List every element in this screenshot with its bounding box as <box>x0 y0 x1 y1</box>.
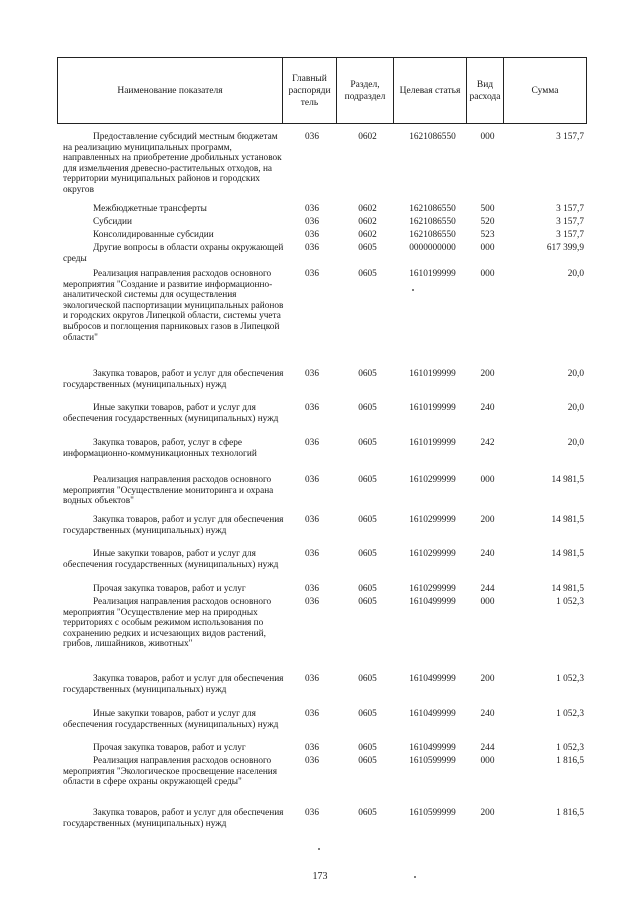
row-razdel: 0605 <box>358 808 377 818</box>
row-sum: 14 981,5 <box>551 475 584 485</box>
row-name: Иные закупки товаров, работ и услуг для обеспечения государственных (муниципальных) нужд <box>63 403 279 424</box>
row-razdel: 0605 <box>358 756 377 766</box>
row-razdel: 0605 <box>358 438 377 448</box>
row-grs: 036 <box>305 475 319 485</box>
row-vr: 200 <box>480 808 495 818</box>
row-razdel: 0605 <box>358 475 377 485</box>
row-cs: 1621086550 <box>409 204 456 214</box>
row-vr: 000 <box>480 597 495 607</box>
row-vr: 242 <box>480 438 495 448</box>
row-razdel: 0605 <box>358 584 377 594</box>
row-grs: 036 <box>305 243 319 253</box>
row-cs: 1610199999 <box>409 369 456 379</box>
row-name: Иные закупки товаров, работ и услуг для обеспечения государственных (муниципальных) нужд <box>63 709 279 730</box>
row-name: Реализация направления расходов основного мероприятия "Осуществление мер на природных территориях с особым режимом использования по сохранению редких и исчезающих видов растений, грибов, лишайников, животных" <box>63 597 272 650</box>
row-vr: 523 <box>480 230 495 240</box>
row-name: Прочая закупка товаров, работ и услуг <box>93 584 246 594</box>
row-name: Прочая закупка товаров, работ и услуг <box>93 743 246 753</box>
row-grs: 036 <box>305 369 319 379</box>
row-sum: 617 399,9 <box>546 243 584 253</box>
row-sum: 3 157,7 <box>556 217 584 227</box>
row-cs: 1610199999 <box>409 438 456 448</box>
row-vr: 000 <box>480 132 495 142</box>
header-razdel: Раздел, подраздел <box>337 58 394 123</box>
row-grs: 036 <box>305 217 319 227</box>
row-vr: 200 <box>480 369 495 379</box>
row-razdel: 0602 <box>358 204 377 214</box>
row-razdel: 0605 <box>358 369 377 379</box>
row-sum: 3 157,7 <box>556 132 584 142</box>
row-vr: 000 <box>480 756 495 766</box>
row-grs: 036 <box>305 204 319 214</box>
row-name: Реализация направления расходов основного мероприятия "Экологическое просвещение населения области в сфере охраны окружающей среды" <box>63 756 278 788</box>
row-sum: 20,0 <box>567 438 584 448</box>
row-cs: 1621086550 <box>409 217 456 227</box>
row-sum: 1 052,3 <box>556 674 584 684</box>
row-cs: 1610299999 <box>409 584 456 594</box>
row-grs: 036 <box>305 132 319 142</box>
row-razdel: 0605 <box>358 549 377 559</box>
row-grs: 036 <box>305 674 319 684</box>
row-cs: 1610299999 <box>409 475 456 485</box>
row-razdel: 0602 <box>358 217 377 227</box>
row-sum: 3 157,7 <box>556 204 584 214</box>
row-name: Межбюджетные трансферты <box>93 204 207 214</box>
row-grs: 036 <box>305 597 319 607</box>
row-razdel: 0602 <box>358 132 377 142</box>
row-grs: 036 <box>305 709 319 719</box>
row-vr: 500 <box>480 204 495 214</box>
row-cs: 1610199999 <box>409 403 456 413</box>
row-razdel: 0605 <box>358 243 377 253</box>
row-cs: 1610499999 <box>409 674 456 684</box>
row-sum: 14 981,5 <box>551 584 584 594</box>
row-cs: 0000000000 <box>409 243 456 253</box>
scan-speck <box>414 876 416 878</box>
row-vr: 000 <box>480 269 495 279</box>
row-sum: 1 052,3 <box>556 709 584 719</box>
row-grs: 036 <box>305 808 319 818</box>
row-sum: 1 052,3 <box>556 597 584 607</box>
row-vr: 240 <box>480 403 495 413</box>
row-cs: 1610599999 <box>409 808 456 818</box>
row-vr: 240 <box>480 709 495 719</box>
row-grs: 036 <box>305 269 319 279</box>
row-sum: 1 816,5 <box>556 808 584 818</box>
header-grs: Главный распоряди тель <box>283 58 337 123</box>
row-razdel: 0605 <box>358 597 377 607</box>
row-sum: 1 816,5 <box>556 756 584 766</box>
row-name: Другие вопросы в области охраны окружающей среды <box>63 243 284 264</box>
header-sum: Сумма <box>531 85 559 96</box>
row-vr: 200 <box>480 515 495 525</box>
row-razdel: 0605 <box>358 674 377 684</box>
row-razdel: 0605 <box>358 515 377 525</box>
row-sum: 14 981,5 <box>551 515 584 525</box>
row-name: Консолидированные субсидии <box>93 230 214 240</box>
row-razdel: 0602 <box>358 230 377 240</box>
row-cs: 1610299999 <box>409 549 456 559</box>
row-cs: 1610199999 <box>409 269 456 279</box>
row-cs: 1621086550 <box>409 230 456 240</box>
row-vr: 244 <box>480 743 495 753</box>
row-razdel: 0605 <box>358 743 377 753</box>
row-razdel: 0605 <box>358 269 377 279</box>
row-name: Реализация направления расходов основного мероприятия "Осуществление мониторинга и охрана водных объектов" <box>63 475 274 507</box>
scan-speck <box>318 848 320 850</box>
row-razdel: 0605 <box>358 709 377 719</box>
header-name: Наименование показателя <box>58 58 283 123</box>
row-sum: 1 052,3 <box>556 743 584 753</box>
page-number: 173 <box>312 871 328 882</box>
row-vr: 000 <box>480 243 495 253</box>
row-grs: 036 <box>305 438 319 448</box>
row-name: Реализация направления расходов основного мероприятия "Создание и развитие информационно-аналитической системы для осуществления экологической паспортизации муниципальных районов и городских округов Липецкой области, системы учета выбросов и поглощения парниковых газов в Липецкой области" <box>63 269 284 343</box>
row-sum: 20,0 <box>567 369 584 379</box>
row-vr: 000 <box>480 475 495 485</box>
row-grs: 036 <box>305 403 319 413</box>
row-vr: 244 <box>480 584 495 594</box>
table-header <box>57 57 587 124</box>
row-vr: 520 <box>480 217 495 227</box>
row-grs: 036 <box>305 549 319 559</box>
row-grs: 036 <box>305 756 319 766</box>
row-grs: 036 <box>305 743 319 753</box>
row-grs: 036 <box>305 230 319 240</box>
row-vr: 200 <box>480 674 495 684</box>
header-vr: Вид расхода <box>467 58 504 123</box>
row-name: Предоставление субсидий местным бюджетам на реализацию муниципальных программ, направленных на приобретение дробильных установок для измельчения древесно-растительных отходов, на территории муниципальных районов и городских округов <box>63 132 282 195</box>
row-razdel: 0605 <box>358 403 377 413</box>
row-cs: 1610499999 <box>409 743 456 753</box>
row-sum: 20,0 <box>567 403 584 413</box>
row-name: Закупка товаров, работ, услуг в сфере информационно-коммуникационных технологий <box>63 438 257 459</box>
row-name: Закупка товаров, работ и услуг для обеспечения государственных (муниципальных) нужд <box>63 369 284 390</box>
row-sum: 3 157,7 <box>556 230 584 240</box>
row-cs: 1610599999 <box>409 756 456 766</box>
row-cs: 1610499999 <box>409 597 456 607</box>
row-cs: 1610299999 <box>409 515 456 525</box>
row-name: Субсидии <box>93 217 133 227</box>
row-vr: 240 <box>480 549 495 559</box>
scan-speck <box>412 289 414 291</box>
row-name: Закупка товаров, работ и услуг для обеспечения государственных (муниципальных) нужд <box>63 808 284 829</box>
row-sum: 20,0 <box>567 269 584 279</box>
row-grs: 036 <box>305 584 319 594</box>
row-cs: 1621086550 <box>409 132 456 142</box>
row-name: Закупка товаров, работ и услуг для обеспечения государственных (муниципальных) нужд <box>63 515 284 536</box>
header-cs: Целевая статья <box>394 58 467 123</box>
row-sum: 14 981,5 <box>551 549 584 559</box>
row-cs: 1610499999 <box>409 709 456 719</box>
row-name: Закупка товаров, работ и услуг для обеспечения государственных (муниципальных) нужд <box>63 674 284 695</box>
row-grs: 036 <box>305 515 319 525</box>
row-name: Иные закупки товаров, работ и услуг для обеспечения государственных (муниципальных) нужд <box>63 549 279 570</box>
